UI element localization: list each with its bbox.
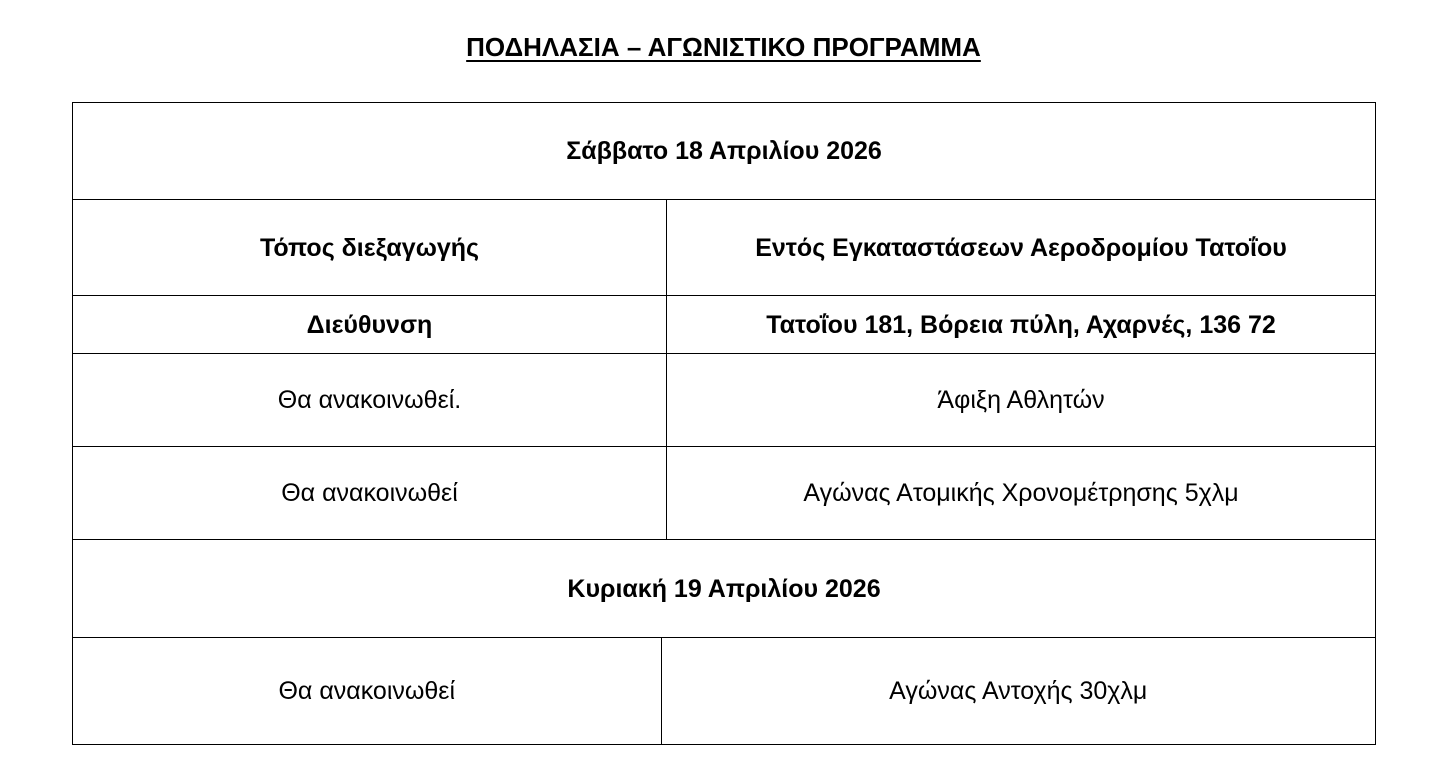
address-label: Διεύθυνση	[73, 296, 667, 354]
schedule-table	[72, 102, 1376, 745]
event-time: Θα ανακοινωθεί	[73, 447, 667, 540]
event-time: Θα ανακοινωθεί	[73, 638, 661, 744]
event-time: Θα ανακοινωθεί.	[73, 354, 667, 447]
day-header-saturday: Σάββατο 18 Απριλίου 2026	[73, 103, 1376, 200]
address-row	[73, 296, 1376, 354]
address-value: Τατοΐου 181, Βόρεια πύλη, Αχαρνές, 136 72	[667, 296, 1376, 354]
event-name: Άφιξη Αθλητών	[667, 354, 1376, 447]
venue-label: Τόπος διεξαγωγής	[73, 200, 667, 296]
day-header-sunday: Κυριακή 19 Απριλίου 2026	[73, 540, 1376, 638]
event-name: Αγώνας Αντοχής 30χλμ	[889, 677, 1148, 705]
table-row	[73, 638, 1376, 745]
day-header-row	[73, 103, 1376, 200]
day-header-row	[73, 540, 1376, 638]
table-row	[73, 354, 1376, 447]
page-title: ΠΟΔΗΛΑΣΙΑ – ΑΓΩΝΙΣΤΙΚΟ ΠΡΟΓΡΑΜΜΑ	[466, 32, 981, 62]
table-row	[73, 447, 1376, 540]
venue-value: Εντός Εγκαταστάσεων Αεροδρομίου Τατοΐου	[667, 200, 1376, 296]
venue-row	[73, 200, 1376, 296]
event-name: Αγώνας Ατομικής Χρονομέτρησης 5χλμ	[667, 447, 1376, 540]
